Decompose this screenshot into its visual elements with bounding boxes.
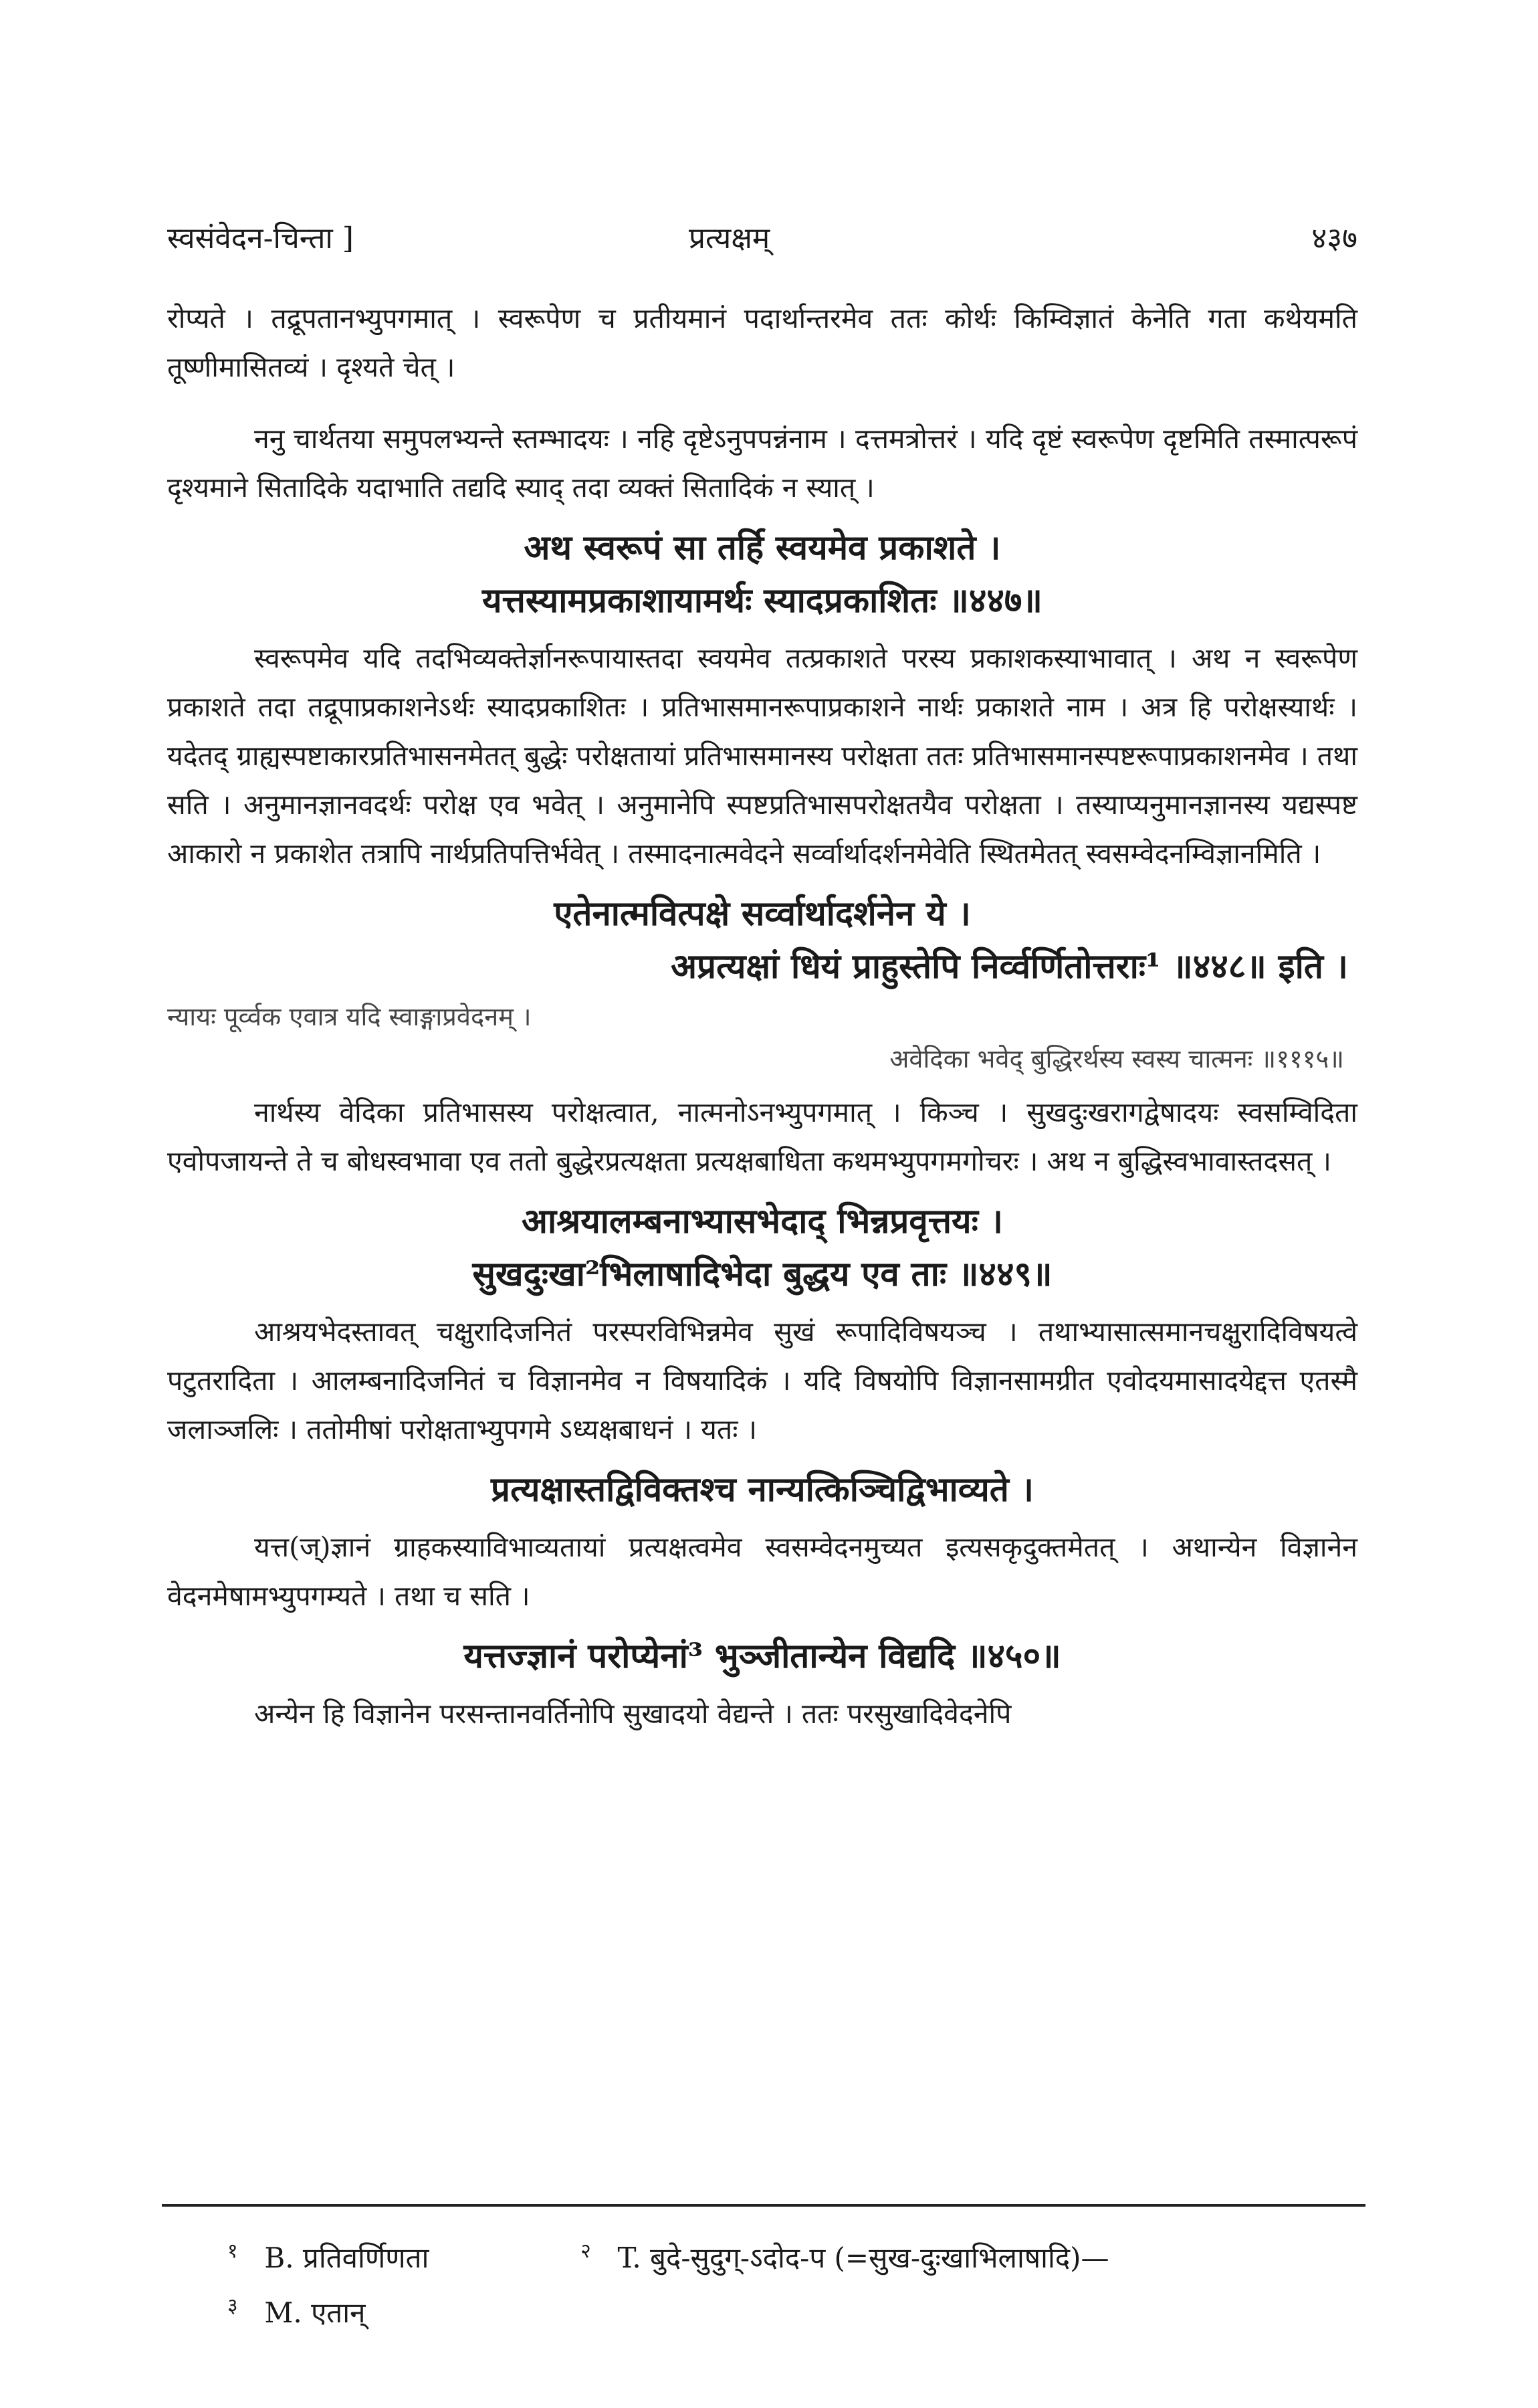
footnotes — [227, 2227, 1364, 2337]
verse-line: अथ स्वरूपं सा तर्हि स्वयमेव प्रकाशते । — [524, 528, 1001, 568]
footnote-marker: १ — [227, 2239, 238, 2263]
verse-line: सुखदुःखा²भिलाषादिभेदा बुद्धय एव ताः ॥४४९॥ — [472, 1254, 1053, 1294]
verse-line: प्रत्यक्षास्तद्विविक्तश्च नान्यत्किञ्चिद्विभाव्यते । — [491, 1470, 1034, 1510]
footnote-marker: ३ — [227, 2294, 238, 2318]
running-header — [167, 215, 1357, 269]
verse-line: अप्रत्यक्षां धियं प्राहुस्तेपि निर्व्वर्णितोत्तराः¹ ॥४४८॥ इति । — [671, 946, 1348, 987]
footnote-text: T. बुदे-सुदुग्-ऽदोद-प (=सुख-दुःखाभिलाषादि)— — [617, 2241, 1109, 2274]
commentary-verse-line: अवेदिका भवेद् बुद्धिरर्थस्य स्वस्य चात्मनः ॥१११५॥ — [889, 1044, 1344, 1074]
prose-paragraph: आश्रयभेदस्तावत् चक्षुरादिजनितं परस्परविभिन्नमेव सुखं रूपादिविषयञ्च । तथाभ्यासात्समानचक्षुरादिविषयत्वे पटुतरादिता । आलम्बनादिजनितं च विज्ञानमेव न विषयादिकं । यदि विषयोपि विज्ञानसामग्रीत एवोदयमासादयेद्दत्त एतस्मै जलाञ्जलिः । ततोमीषां परोक्षताभ्युपगमे ऽध्यक्षबाधनं । यतः । — [167, 1316, 1357, 1445]
footnote-marker: २ — [580, 2239, 591, 2263]
page-number: ४३७ — [1311, 221, 1357, 256]
header-chapter-title: प्रत्यक्षम् — [689, 221, 770, 256]
page-body — [167, 294, 1357, 1738]
prose-paragraph: यत्त(ज्)ज्ञानं ग्राहकस्याविभाव्यतायां प्रत्यक्षत्वमेव स्वसम्वेदनमुच्यत इत्यसकृदुक्तमेतत् । अथान्येन विज्ञानेन वेदनमेषामभ्युपगम्यते । तथा च सति । — [167, 1531, 1357, 1612]
prose-paragraph: नार्थस्य वेदिका प्रतिभासस्य परोक्षत्वात, नात्मनोऽनभ्युपगमात् । किञ्च । सुखदुःखरागद्वेषादयः स्वसम्विदिता एवोपजायन्ते ते च बोधस्वभावा एव ततो बुद्धेरप्रत्यक्षता प्रत्यक्षबाधिता कथमभ्युपगमगोचरः । अथ न बुद्धिस्वभावास्तदसत् । — [167, 1096, 1357, 1177]
prose-paragraph: स्वरूपमेव यदि तदभिव्यक्तेर्ज्ञानरूपायास्तदा स्वयमेव तत्प्रकाशते परस्य प्रकाशकस्याभावात् । अथ न स्वरूपेण प्रकाशते तदा तद्रूपाप्रकाशनेऽर्थः स्यादप्रकाशितः । प्रतिभासमानरूपाप्रकाशने नार्थः प्रकाशते नाम । अत्र हि परोक्षस्यार्थः । यदेतद् ग्राह्यस्पष्टाकारप्रतिभासनमेतत् बुद्धेः परोक्षतायां प्रतिभासमानस्य परोक्षता ततः प्रतिभासमानस्पष्टरूपाप्रकाशनमेव । तथा सति । अनुमानज्ञानवदर्थः परोक्ष एव भवेत् । अनुमानेपि स्पष्टप्रतिभासपरोक्षतयैव परोक्षता । तस्याप्यनुमानज्ञानस्य यद्यस्पष्ट आकारो न प्रकाशेत तत्रापि नार्थप्रतिपत्तिर्भवेत् । तस्मादनात्मवेदने सर्व्वार्थादर्शनमेवेति स्थितमेतत् स्वसम्वेदनम्विज्ञानमिति । — [167, 642, 1357, 870]
verse-line: एतेनात्मवित्पक्षे सर्व्वार्थादर्शनेन ये । — [554, 894, 971, 934]
verse-line: यत्तज्ज्ञानं परोप्येनां³ भुञ्जीतान्येन विद्यदि ॥४५०॥ — [463, 1636, 1061, 1676]
prose-paragraph: अन्येन हि विज्ञानेन परसन्तानवर्तिनोपि सुखादयो वेद्यन्ते । ततः परसुखादिवेदनेपि — [254, 1698, 1012, 1730]
prose-paragraph: ननु चार्थतया समुपलभ्यन्ते स्तम्भादयः । नहि दृष्टेऽनुपपन्नंनाम । दत्तमत्रोत्तरं । यदि दृष्टं स्वरूपेण दृष्टमिति तस्मात्परूपं दृश्यमाने सितादिके यदाभाति तद्यदि स्याद् तदा व्यक्तं सितादिकं न स्यात् । — [167, 423, 1357, 504]
footnote-text: M. एतान् — [264, 2296, 366, 2329]
verse-line: यत्तस्यामप्रकाशायामर्थः स्यादप्रकाशितः ॥४४७॥ — [482, 581, 1042, 621]
footnote-text: B. प्रतिवर्णिणता — [264, 2241, 429, 2274]
verse-line: आश्रयालम्बनाभ्यासभेदाद् भिन्नप्रवृत्तयः । — [522, 1201, 1003, 1241]
footnote-row — [227, 2282, 1364, 2337]
commentary-verse-line: न्यायः पूर्व्वक एवात्र यदि स्वाङ्गाप्रवेदनम् । — [167, 1002, 532, 1031]
footnote-divider — [162, 2204, 1365, 2207]
prose-paragraph: रोप्यते । तद्रूपतानभ्युपगमात् । स्वरूपेण च प्रतीयमानं पदार्थान्तरमेव ततः कोर्थः किम्विज्ञातं केनेति गता कथेयमति तूष्णीमासितव्यं । दृश्यते चेत् । — [167, 302, 1357, 383]
footnote-row — [227, 2227, 1364, 2282]
header-section-title: स्वसंवेदन-चिन्ता ] — [167, 221, 354, 256]
